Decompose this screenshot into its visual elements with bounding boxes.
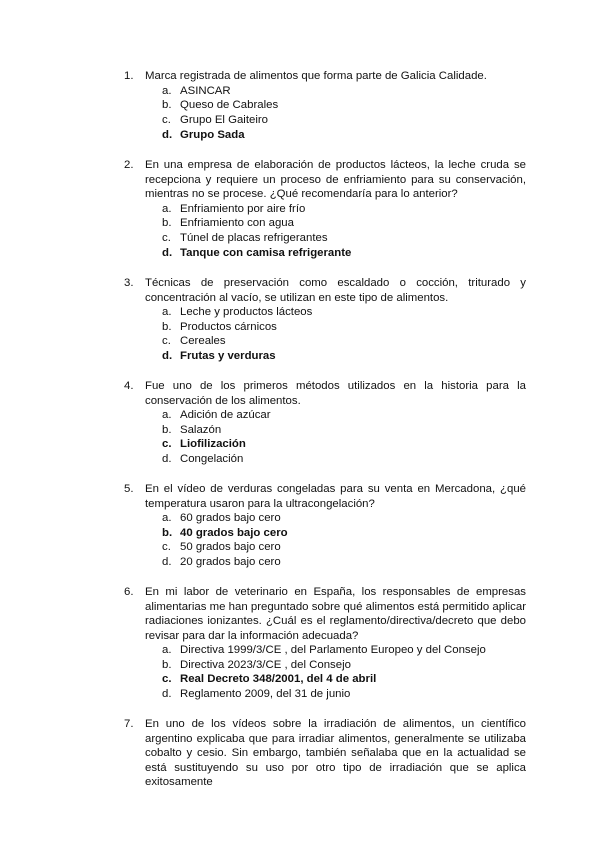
option-b [162,216,600,231]
question-text: En uno de los vídeos sobre la irradiación de alimentos, un científico argentino explicaba que para irradiar alimentos, generalmente se utilizaba cobalto y cesio. Sin embargo, también señalaba que en la actualidad se está sustituyendo su uso por otro tipo de irradiación que se aplica exitosamente [145,718,526,788]
option-d [162,452,600,467]
option-letter: a. [162,409,172,421]
option-d [162,128,600,143]
question-number: 2. [124,159,134,171]
option-text: Tanque con camisa refrigerante [180,246,352,259]
option-letter: a. [162,84,172,97]
option-text: Real Decreto 348/2001, del 4 de abril [180,673,377,686]
option-text: 40 grados bajo cero [180,526,288,539]
question-7 [0,717,600,790]
option-d [162,349,600,364]
option-letter: c. [162,335,171,348]
option-letter: a. [162,512,172,524]
option-letter: b. [162,320,172,333]
option-letter: c. [162,438,172,451]
option-letter: a. [162,202,172,215]
option-text: Salazón [180,423,222,436]
question-number: 1. [124,70,134,82]
question-6 [0,585,600,702]
option-c [162,672,600,687]
option-b [162,320,600,335]
options-list [162,84,600,143]
question-3 [0,276,600,364]
option-b [162,423,600,438]
option-text: Leche y productos lácteos [180,306,313,318]
option-a [162,202,600,217]
options-list [162,305,600,364]
option-letter: d. [162,246,173,259]
options-list [162,202,600,261]
option-text: 20 grados bajo cero [180,556,281,569]
option-letter: a. [162,306,172,318]
question-number: 5. [124,483,134,495]
question-5 [0,482,600,570]
option-b [162,658,600,673]
question-1 [0,69,600,142]
option-text: Queso de Cabrales [180,99,279,112]
option-text: Adición de azúcar [180,409,271,421]
question-text: Fue uno de los primeros métodos utilizados en la historia para la conservación de los alimentos. [145,380,526,407]
option-text: ASINCAR [180,84,231,97]
option-a [162,643,600,658]
question-number: 6. [124,586,134,598]
option-letter: b. [162,526,173,539]
question-text: En una empresa de elaboración de productos lácteos, la leche cruda se recepciona y requiere un proceso de enfriamiento para su conservación, mientras no se procese. ¿Qué recomendaría para lo anterior? [145,159,526,200]
option-a [162,305,600,320]
question-number: 3. [124,277,134,289]
option-text: Productos cárnicos [180,320,277,333]
options-list [162,511,600,570]
option-c [162,231,600,246]
options-list [162,408,600,467]
option-text: Enfriamiento con agua [180,217,294,230]
question-text: Marca registrada de alimentos que forma parte de Galicia Calidade. [145,70,487,82]
option-letter: d. [162,350,173,363]
option-letter: c. [162,113,171,126]
option-d [162,246,600,261]
option-text: Directiva 1999/3/CE , del Parlamento Europeo y del Consejo [180,644,486,656]
question-number: 7. [124,718,134,730]
option-c [162,113,600,128]
option-c [162,437,600,452]
option-letter: a. [162,644,172,656]
option-letter: b. [162,217,172,230]
option-letter: d. [162,128,173,141]
option-letter: b. [162,99,172,112]
option-text: Enfriamiento por aire frío [180,202,306,215]
option-letter: d. [162,453,172,466]
option-b [162,98,600,113]
option-a [162,511,600,526]
question-4 [0,379,600,467]
option-c [162,334,600,349]
option-text: Liofilización [180,438,246,451]
question-number: 4. [124,380,134,392]
options-list [162,643,600,702]
option-text: Cereales [180,335,226,348]
option-a [162,408,600,423]
option-text: Grupo El Gaiteiro [180,113,268,126]
option-text: Directiva 2023/3/CE , del Consejo [180,658,351,671]
question-2 [0,158,600,260]
option-letter: b. [162,423,172,436]
option-d [162,555,600,570]
option-c [162,540,600,555]
option-text: Túnel de placas refrigerantes [180,231,328,244]
option-letter: c. [162,541,171,554]
option-letter: c. [162,231,171,244]
option-text: Grupo Sada [180,128,245,141]
option-a [162,84,600,99]
option-letter: b. [162,658,172,671]
question-text: Técnicas de preservación como escaldado o cocción, triturado y concentración al vacío, se utilizan en este tipo de alimentos. [145,277,526,304]
option-letter: c. [162,673,172,686]
option-text: 60 grados bajo cero [180,512,281,524]
option-d [162,687,600,702]
option-text: Reglamento 2009, del 31 de junio [180,688,351,701]
option-letter: d. [162,688,172,701]
question-text: En mi labor de veterinario en España, los responsables de empresas alimentarias me han preguntado sobre qué alimentos está permitido aplicar radiaciones ionizantes. ¿Cuál es el reglamento/directiva/decreto que debo revisar para dar la información adecuada? [145,586,526,642]
option-text: 50 grados bajo cero [180,541,281,554]
option-text: Frutas y verduras [180,350,276,363]
question-text: En el vídeo de verduras congeladas para su venta en Mercadona, ¿qué temperatura usaron para la ultracongelación? [145,483,526,510]
option-b [162,526,600,541]
option-letter: d. [162,556,172,569]
option-text: Congelación [180,453,244,466]
